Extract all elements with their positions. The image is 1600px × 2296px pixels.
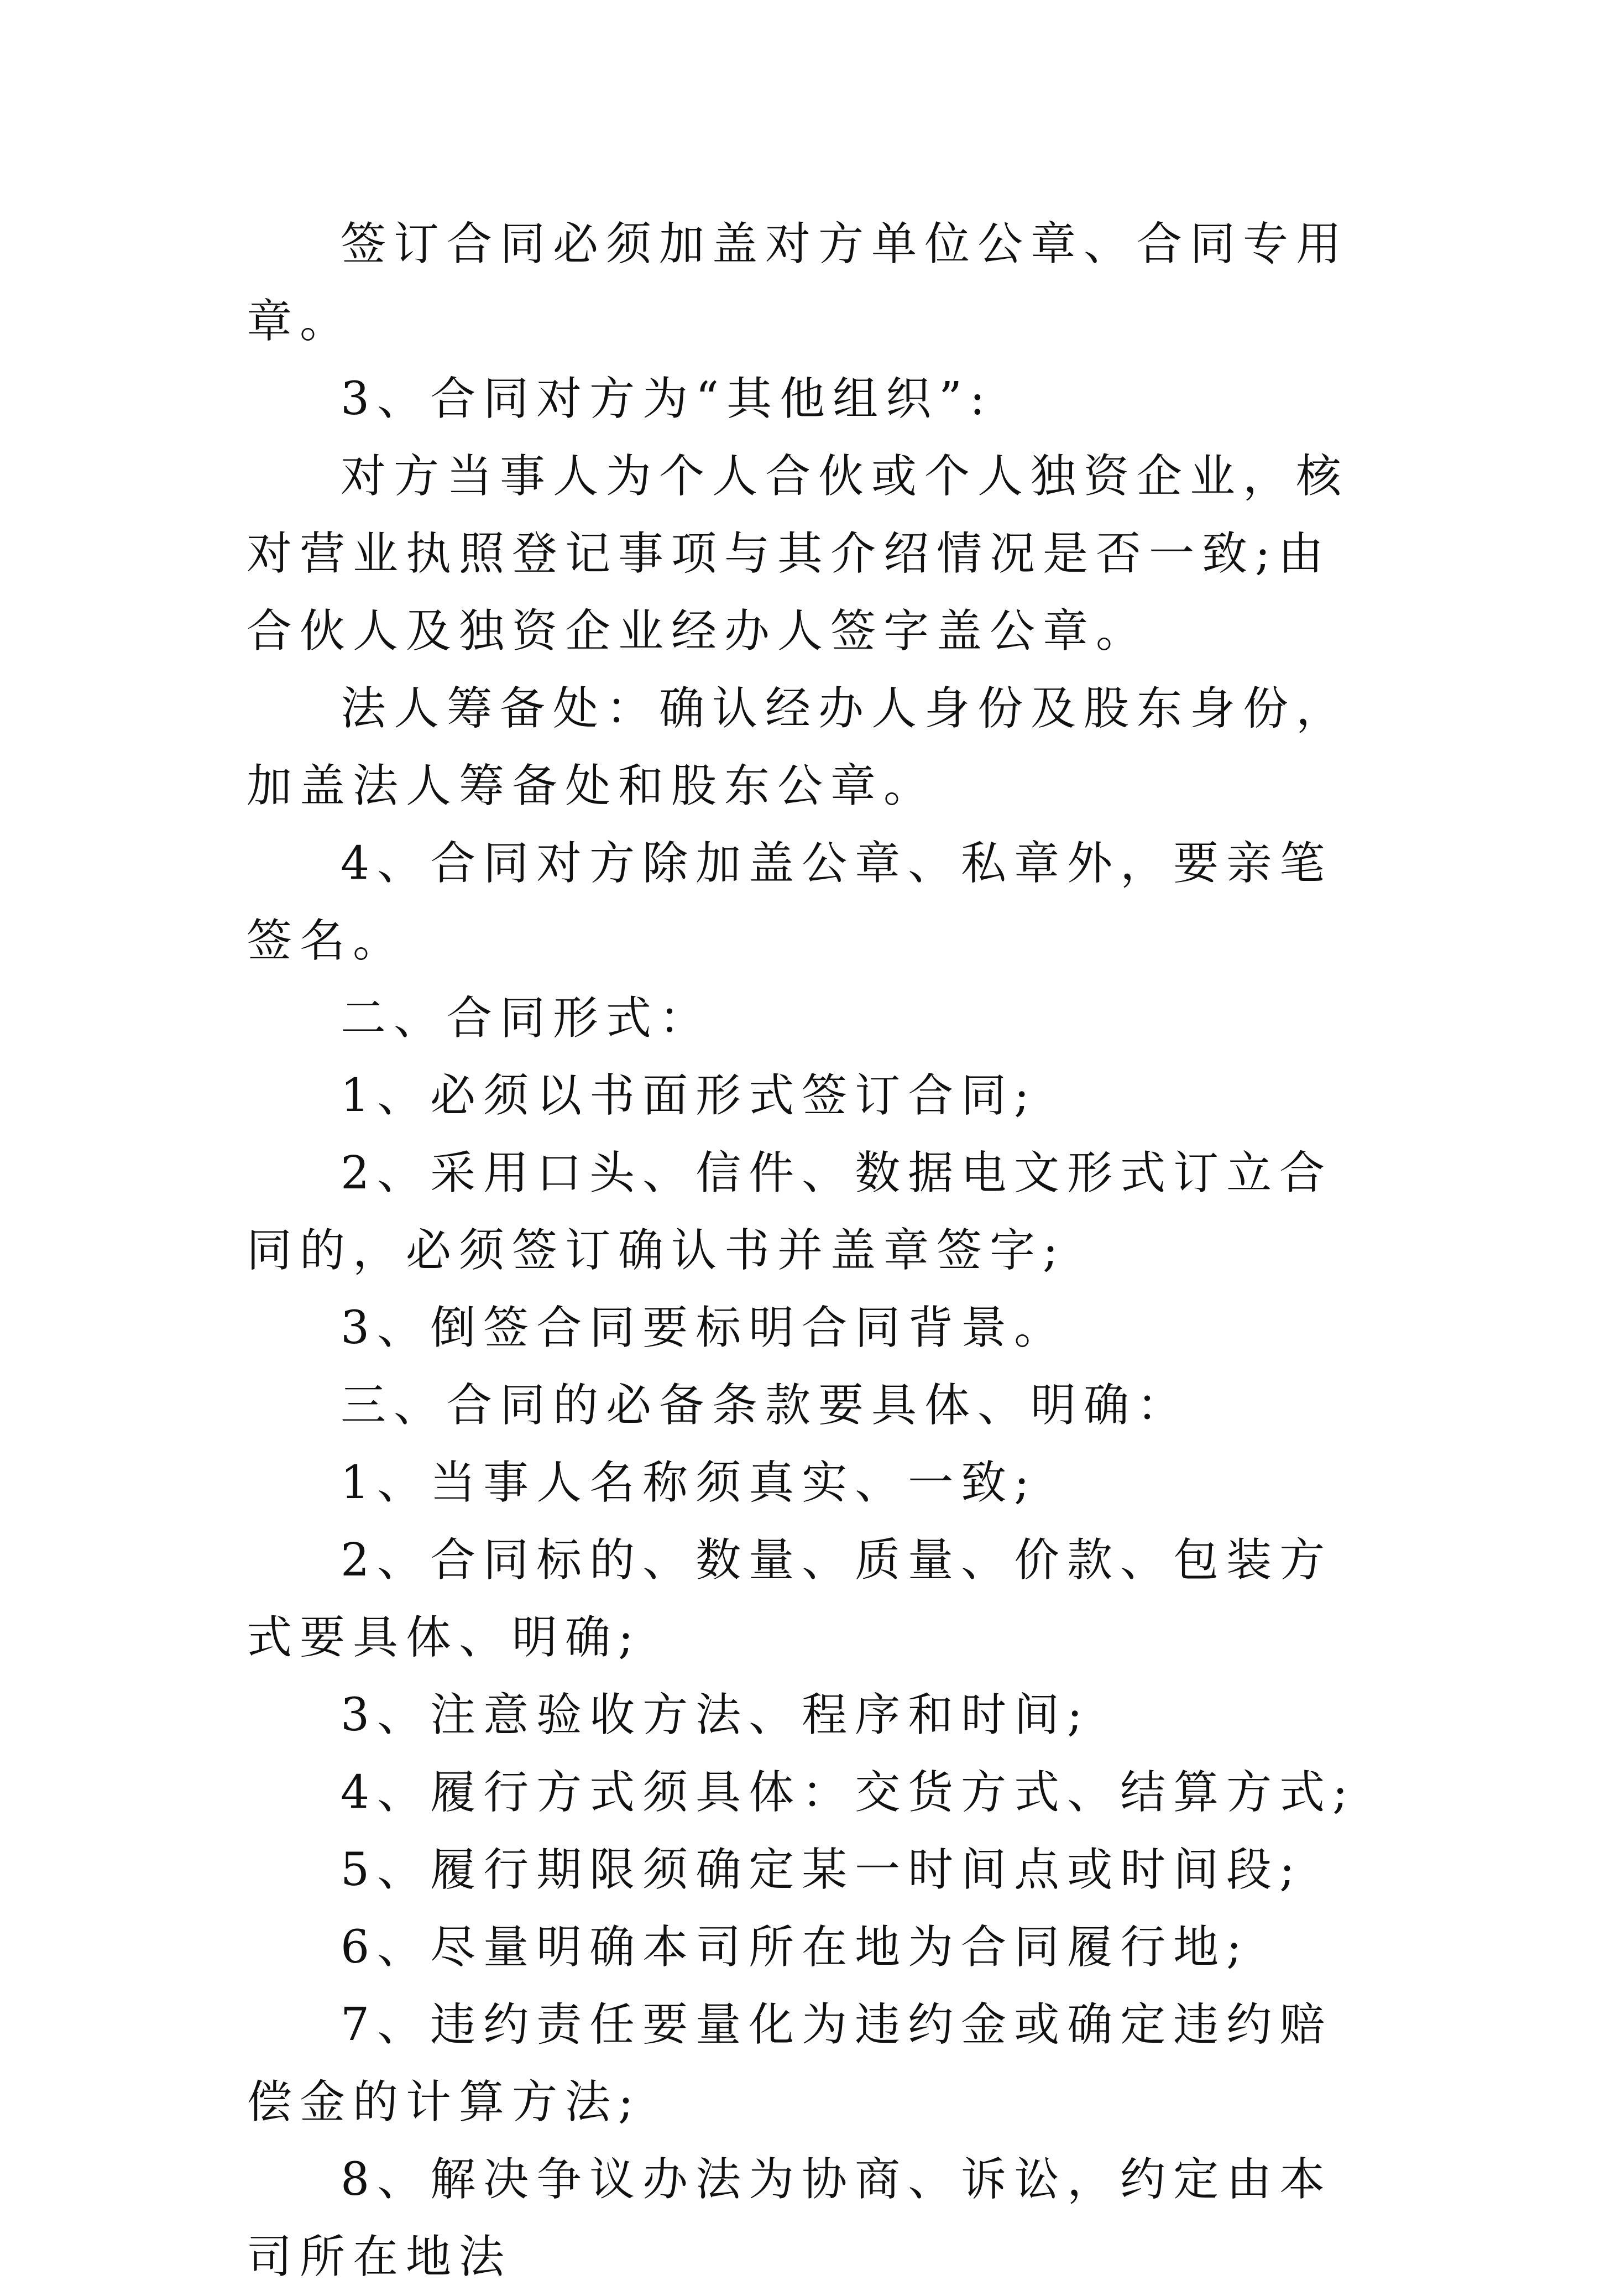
paragraph: 7、违约责任要量化为违约金或确定违约赔偿金的计算方法; — [247, 1998, 1333, 2128]
section-heading: 二、合同形式： — [341, 992, 713, 1045]
paragraph: 法人筹备处：确认经办人身份及股东身份，加盖法人筹备处和股东公章。 — [247, 682, 1350, 812]
paragraph: 4、履行方式须具体：交货方式、结算方式; — [341, 1766, 1356, 1819]
paragraph: 4、合同对方除加盖公章、私章外，要亲笔签名。 — [247, 837, 1333, 967]
document-body — [247, 206, 1358, 2296]
paragraph: 3、倒签合同要标明合同背景。 — [341, 1302, 1068, 1354]
paragraph: 6、尽量明确本司所在地为合同履行地; — [341, 1921, 1249, 1974]
section-heading: 三、合同的必备条款要具体、明确： — [341, 1379, 1190, 1432]
paragraph: 2、合同标的、数量、质量、价款、包装方式要具体、明确; — [247, 1534, 1333, 1664]
paragraph: 3、合同对方为“其他组织”: — [341, 373, 993, 425]
paragraph: 8、解决争议办法为协商、诉讼，约定由本司所在地法 — [247, 2153, 1333, 2283]
paragraph: 5、履行期限须确定某一时间点或时间段; — [341, 1844, 1303, 1896]
paragraph: 1、必须以书面形式签订合同; — [341, 1069, 1037, 1122]
paragraph: 3、注意验收方法、程序和时间; — [341, 1689, 1090, 1741]
paragraph: 签订合同必须加盖对方单位公章、合同专用章。 — [247, 218, 1350, 348]
paragraph: 2、采用口头、信件、数据电文形式订立合同的，必须签订确认书并盖章签字; — [247, 1147, 1333, 1277]
paragraph: 对方当事人为个人合伙或个人独资企业，核对营业执照登记事项与其介绍情况是否一致;由合伙人及独资企业经办人签字盖公章。 — [247, 450, 1350, 658]
paragraph: 1、当事人名称须真实、一致; — [341, 1457, 1037, 1509]
